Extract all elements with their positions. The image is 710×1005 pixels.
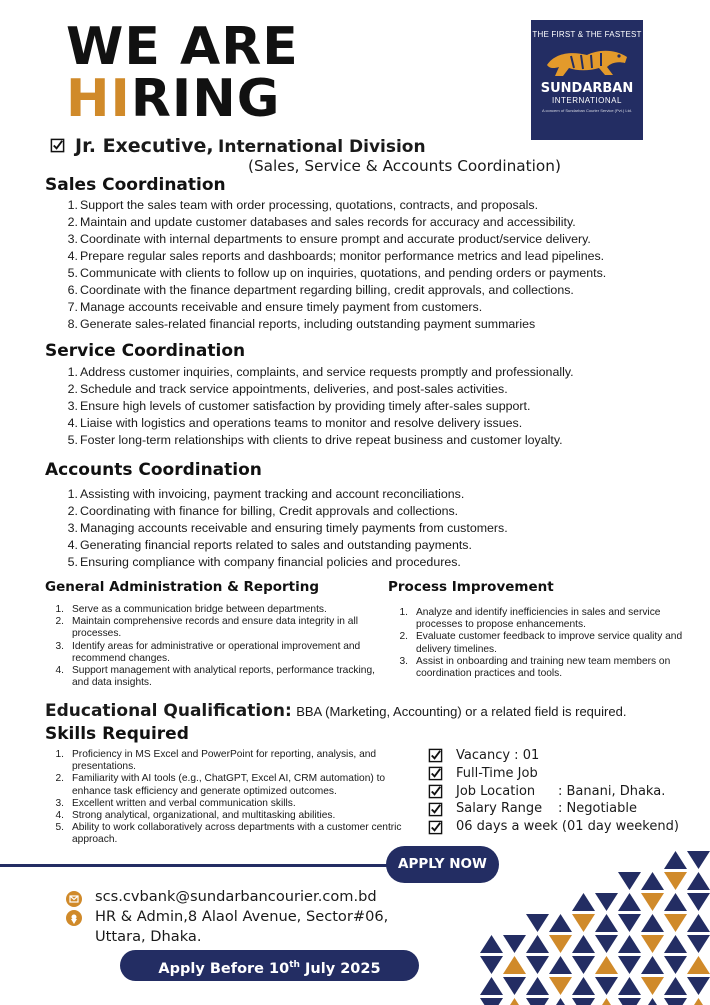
list-item [64,316,690,333]
list-item-text: Schedule and track service appointments, deliveries, and post-sales activities. [80,382,508,396]
pattern-triangle [641,914,664,932]
list-item [64,197,690,214]
pattern-triangle [687,914,710,932]
list-item-text: Support management with analytical reports, performance tracking, and data insights. [72,665,375,689]
list-number: 8. [67,317,78,331]
list-item [50,822,415,846]
list-item-text: Support the sales team with order processing, quotations, contracts, and proposals. [80,198,539,212]
list-item [64,520,690,537]
location-pin-icon [66,910,82,926]
pattern-triangle [618,914,641,932]
pattern-triangle [687,977,710,995]
skills-heading: Skills Required [45,724,189,744]
address-line1: HR & Admin,8 Alaol Avenue, Sector#06, [95,908,389,925]
sales-list [67,197,690,333]
list-number: 2. [67,215,78,229]
pattern-triangle [526,956,549,974]
fact-vacancy [428,747,679,765]
sales-heading: Sales Coordination [45,175,226,195]
deadline-sup: th [289,960,300,970]
list-item [50,641,385,665]
list-number: 1. [399,607,408,618]
list-item [64,248,690,265]
list-item-text: Foster long-term relationships with clients to drive repeat business and customer loyalty. [80,433,563,447]
pattern-triangle [641,956,664,974]
address-line2: Uttara, Dhaka. [95,928,202,945]
list-item-text: Proficiency in MS Excel and PowerPoint for reporting, analysis, and presentations. [72,749,377,773]
fact-location-label: Job Location [456,783,536,799]
pattern-triangle [480,998,503,1005]
list-item-text: Communicate with clients to follow up on inquiries, quotations, and pending orders or payments. [80,266,607,280]
fact-job-type [428,765,679,783]
pattern-triangle [664,935,687,953]
list-item [64,554,690,571]
list-number: 3. [55,797,64,809]
list-item-text: Evaluate customer feedback to improve service quality and delivery timelines. [416,631,683,655]
list-item [394,607,689,631]
logo-tagline: THE FIRST & THE FASTEST [532,30,642,39]
checkbox-icon [428,748,443,763]
list-number: 4. [55,665,64,677]
pattern-triangle [687,872,710,890]
list-item-text: Managing accounts receivable and ensuring timely payments from customers. [80,521,508,535]
admin-list [50,604,385,689]
list-number: 1. [67,198,78,212]
list-item [64,537,690,554]
job-facts [428,747,679,836]
pattern-triangle [641,977,664,995]
list-number: 4. [67,249,78,263]
checkbox-icon [50,138,65,153]
fact-schedule-text: 06 days a week (01 day weekend) [456,819,679,835]
list-item-text: Maintain and update customer databases and sales records for accuracy and accessibility. [80,215,576,229]
email-icon [66,891,82,907]
fact-schedule [428,818,679,836]
pattern-triangle [480,935,503,953]
email-address[interactable]: scs.cvbank@sundarbancourier.com.bd [95,888,377,905]
logo-name: SUNDARBAN [540,81,634,96]
list-number: 2. [55,616,64,628]
list-item [64,364,690,381]
list-item-text: Assisting with invoicing, payment tracking and account reconciliations. [80,487,465,501]
pattern-triangle [526,935,549,953]
list-item [394,656,689,680]
list-number: 3. [55,640,64,652]
pattern-triangle [641,935,664,953]
list-item [64,282,690,299]
service-list [67,364,690,449]
pattern-triangle [618,998,641,1005]
list-item [64,503,690,520]
list-item [50,773,415,797]
pattern-triangle [572,914,595,932]
pattern-triangle [480,977,503,995]
pattern-triangle [687,998,710,1005]
pattern-triangle [526,977,549,995]
list-number: 1. [55,604,64,615]
pattern-triangle [572,977,595,995]
checkbox-icon [428,784,443,799]
pattern-triangle [549,935,572,953]
pattern-triangle [641,872,664,890]
accounts-list [67,486,690,571]
checkbox-icon [428,820,443,835]
list-item-text: Coordinate with internal departments to ensure prompt and accurate product/service delivery. [80,232,591,246]
list-item-text: Assist in onboarding and training new team members on coordination practices and tools. [416,655,671,680]
pattern-triangle [687,851,710,869]
list-item-text: Coordinate with the finance department regarding billing, credit approvals, and collections. [80,283,574,297]
list-number: 4. [67,538,78,552]
list-item-text: Analyze and identify inefficiencies in sales and service processes to propose enhancements. [416,607,661,631]
position-title-rest: International Division [218,137,426,157]
fact-salary [428,800,679,818]
triangle-pattern [480,848,710,1005]
list-item-text: Generating financial reports related to sales and outstanding payments. [80,538,472,552]
list-number: 6. [67,283,78,297]
pattern-triangle [595,935,618,953]
list-item-text: Generate sales-related financial reports, including outstanding payment summaries [80,317,536,331]
position-title-strong: Jr. Executive, [75,135,214,157]
pattern-triangle [572,998,595,1005]
position-title [50,135,426,157]
pattern-triangle [549,956,572,974]
fact-salary-label: Salary Range [456,801,543,817]
pattern-triangle [595,956,618,974]
divider-line [0,864,400,867]
accounts-heading: Accounts Coordination [45,460,262,480]
logo-sub: INTERNATIONAL [552,96,622,105]
fact-job-type-text: Full-Time Job [456,765,538,781]
list-item [64,415,690,432]
list-number: 5. [67,555,78,569]
list-number: 2. [67,504,78,518]
list-item [64,265,690,282]
pattern-triangle [595,998,618,1005]
list-item [64,486,690,503]
list-number: 3. [67,399,78,413]
checkbox-icon [428,766,443,781]
pattern-triangle [664,977,687,995]
tiger-icon [541,41,633,81]
pattern-triangle [595,977,618,995]
list-item [64,398,690,415]
pattern-triangle [618,956,641,974]
list-number: 3. [67,232,78,246]
list-item [64,299,690,316]
list-item-text: Ability to work collaboratively across departments with a customer centric approach. [72,822,402,846]
checkbox-icon [428,802,443,817]
admin-heading: General Administration & Reporting [45,579,320,595]
education-text: BBA (Marketing, Accounting) or a related field is required. [296,704,627,719]
list-number: 2. [55,773,64,785]
list-item-text: Excellent written and verbal communication skills. [72,797,296,809]
pattern-triangle [687,935,710,953]
pattern-triangle [572,893,595,911]
pattern-triangle [549,914,572,932]
pattern-triangle [687,893,710,911]
pattern-triangle [503,956,526,974]
list-item-text: Ensure high levels of customer satisfaction by providing timely after-sales support. [80,399,531,413]
list-number: 2. [67,382,78,396]
list-number: 5. [55,822,64,834]
list-item-text: Maintain comprehensive records and ensure data integrity in all processes. [72,616,358,640]
list-item-text: Identify areas for administrative or operational improvement and recommend changes. [72,640,361,664]
education-block [45,701,626,721]
fact-vacancy-text: Vacancy : 01 [456,748,540,763]
list-item-text: Coordinating with finance for billing, Credit approvals and collections. [80,504,459,518]
list-number: 1. [67,487,78,501]
list-item [394,631,689,655]
list-item [50,604,385,616]
pattern-triangle [549,998,572,1005]
headline-accent: HI [66,69,131,129]
hiring-headline-line2 [66,69,281,129]
logo-fineprint: A concern of Sundarban Courier Service (Pvt.) Ltd. [541,108,633,113]
list-item-text: Prepare regular sales reports and dashboards; monitor performance metrics and lead pipelines. [80,249,605,263]
deadline-banner [120,950,419,981]
process-list [394,607,689,680]
pattern-triangle [572,935,595,953]
pattern-triangle [618,893,641,911]
pattern-triangle [664,893,687,911]
headline-rest: RING [130,69,281,129]
list-number: 1. [67,365,78,379]
pattern-triangle [664,851,687,869]
pattern-triangle [641,893,664,911]
pattern-triangle [526,998,549,1005]
pattern-triangle [664,956,687,974]
list-item [50,616,385,640]
list-item [64,214,690,231]
list-item [50,665,385,689]
fact-location [428,783,679,801]
deadline-prefix: Apply Before 10 [158,960,290,977]
list-number: 3. [67,521,78,535]
process-heading: Process Improvement [388,579,554,595]
list-item-text: Manage accounts receivable and ensure timely payment from customers. [80,300,483,314]
service-heading: Service Coordination [45,341,246,361]
pattern-triangle [664,998,687,1005]
list-item-text: Ensuring compliance with company financial policies and procedures. [80,555,461,569]
position-subtitle: (Sales, Service & Accounts Coordination) [248,157,561,175]
pattern-triangle [618,935,641,953]
list-number: 4. [67,416,78,430]
list-number: 7. [67,300,78,314]
list-item [64,231,690,248]
pattern-triangle [526,914,549,932]
list-item [50,749,415,773]
pattern-triangle [664,872,687,890]
list-item [50,810,415,822]
list-item-text: Address customer inquiries, complaints, and service requests promptly and professionally. [80,365,574,379]
pattern-triangle [595,893,618,911]
pattern-triangle [549,977,572,995]
list-item [50,798,415,810]
list-number: 1. [55,749,64,760]
fact-location-value: : Banani, Dhaka. [558,783,666,799]
list-number: 3. [399,655,408,667]
skills-list [50,749,415,847]
list-number: 4. [55,810,64,822]
pattern-triangle [618,872,641,890]
list-item-text: Strong analytical, organizational, and multitasking abilities. [72,810,336,822]
pattern-triangle [503,977,526,995]
fact-salary-value: : Negotiable [558,801,637,817]
deadline-suffix: July 2025 [299,960,381,977]
list-number: 5. [67,266,78,280]
list-item-text: Serve as a communication bridge between departments. [72,604,327,615]
list-item [64,381,690,398]
pattern-triangle [664,914,687,932]
pattern-triangle [641,998,664,1005]
pattern-triangle [687,956,710,974]
pattern-triangle [503,998,526,1005]
hiring-headline-line1: WE ARE [66,17,299,77]
list-number: 5. [67,433,78,447]
pattern-triangle [503,935,526,953]
education-heading: Educational Qualification: [45,701,292,721]
pattern-triangle [595,914,618,932]
list-item-text: Familiarity with AI tools (e.g., ChatGPT, Excel AI, CRM automation) to enhance task efficiency and generate optimized outcomes. [72,773,386,797]
pattern-triangle [480,956,503,974]
apply-now-button[interactable]: APPLY NOW [386,846,499,883]
pattern-triangle [618,977,641,995]
list-item-text: Liaise with logistics and operations teams to monitor and resolve delivery issues. [80,416,523,430]
list-number: 2. [399,631,408,643]
company-logo [531,20,643,140]
list-item [64,432,690,449]
pattern-triangle [572,956,595,974]
